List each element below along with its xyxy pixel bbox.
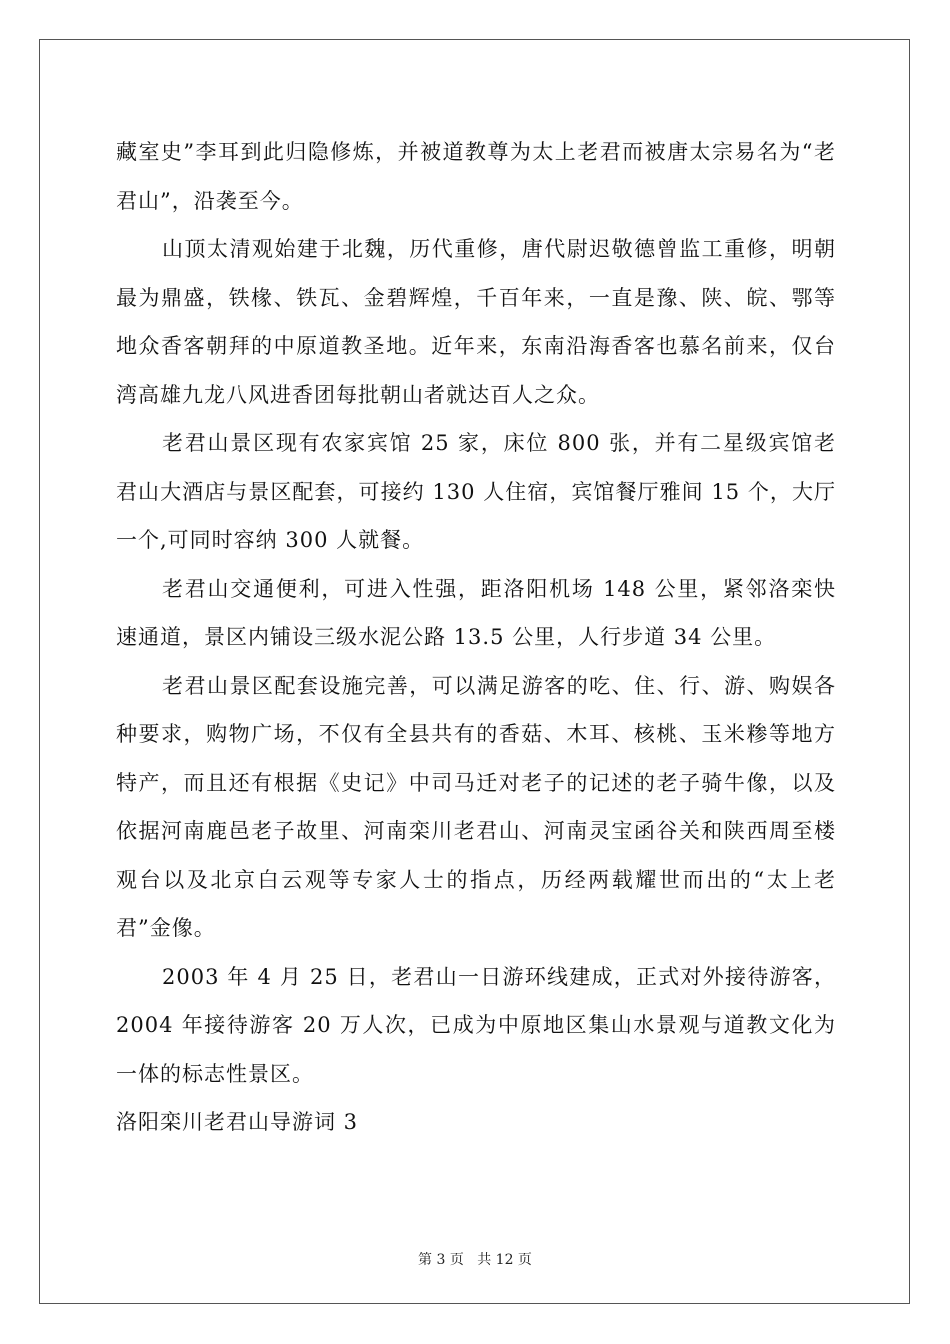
- paragraph-2: 山顶太清观始建于北魏，历代重修，唐代尉迟敬德曾监工重修，明朝最为鼎盛，铁椽、铁瓦、金碧辉煌，千百年来，一直是豫、陕、皖、鄂等地众香客朝拜的中原道教圣地。近年来，东南沿海香客也慕名前来，仅台湾高雄九龙八风进香团每批朝山者就达百人之众。: [116, 237, 836, 407]
- paragraph-1: 藏室史”李耳到此归隐修炼，并被道教尊为太上老君而被唐太宗易名为“老君山”，沿袭至今。: [116, 140, 836, 213]
- page-total: 共 12 页: [477, 1252, 532, 1268]
- page-footer: [0, 1249, 950, 1269]
- document-body: [116, 128, 836, 1147]
- paragraph-4: 老君山交通便利，可进入性强，距洛阳机场 148 公里，紧邻洛栾快速通道，景区内铺设三级水泥公路 13.5 公里，人行步道 34 公里。: [116, 576, 836, 649]
- section-heading: 洛阳栾川老君山导游词 3: [116, 1110, 359, 1134]
- paragraph-5: 老君山景区配套设施完善，可以满足游客的吃、住、行、游、购娱各种要求，购物广场，不仅有全县共有的香菇、木耳、核桃、玉米糁等地方特产，而且还有根据《史记》中司马迁对老子的记述的老子骑牛像，以及依据河南鹿邑老子故里、河南栾川老君山、河南灵宝函谷关和陕西周至楼观台以及北京白云观等专家人士的指点，历经两载耀世而出的“太上老君”金像。: [116, 673, 836, 940]
- page-number: 第 3 页: [418, 1252, 464, 1268]
- paragraph-3: 老君山景区现有农家宾馆 25 家，床位 800 张，并有二星级宾馆老君山大酒店与景区配套，可接约 130 人住宿，宾馆餐厅雅间 15 个，大厅一个,可同时容纳 300 人就餐。: [116, 431, 836, 552]
- paragraph-6: 2003 年 4 月 25 日，老君山一日游环线建成，正式对外接待游客，2004 年接待游客 20 万人次，已成为中原地区集山水景观与道教文化为一体的标志性景区。: [116, 964, 836, 1086]
